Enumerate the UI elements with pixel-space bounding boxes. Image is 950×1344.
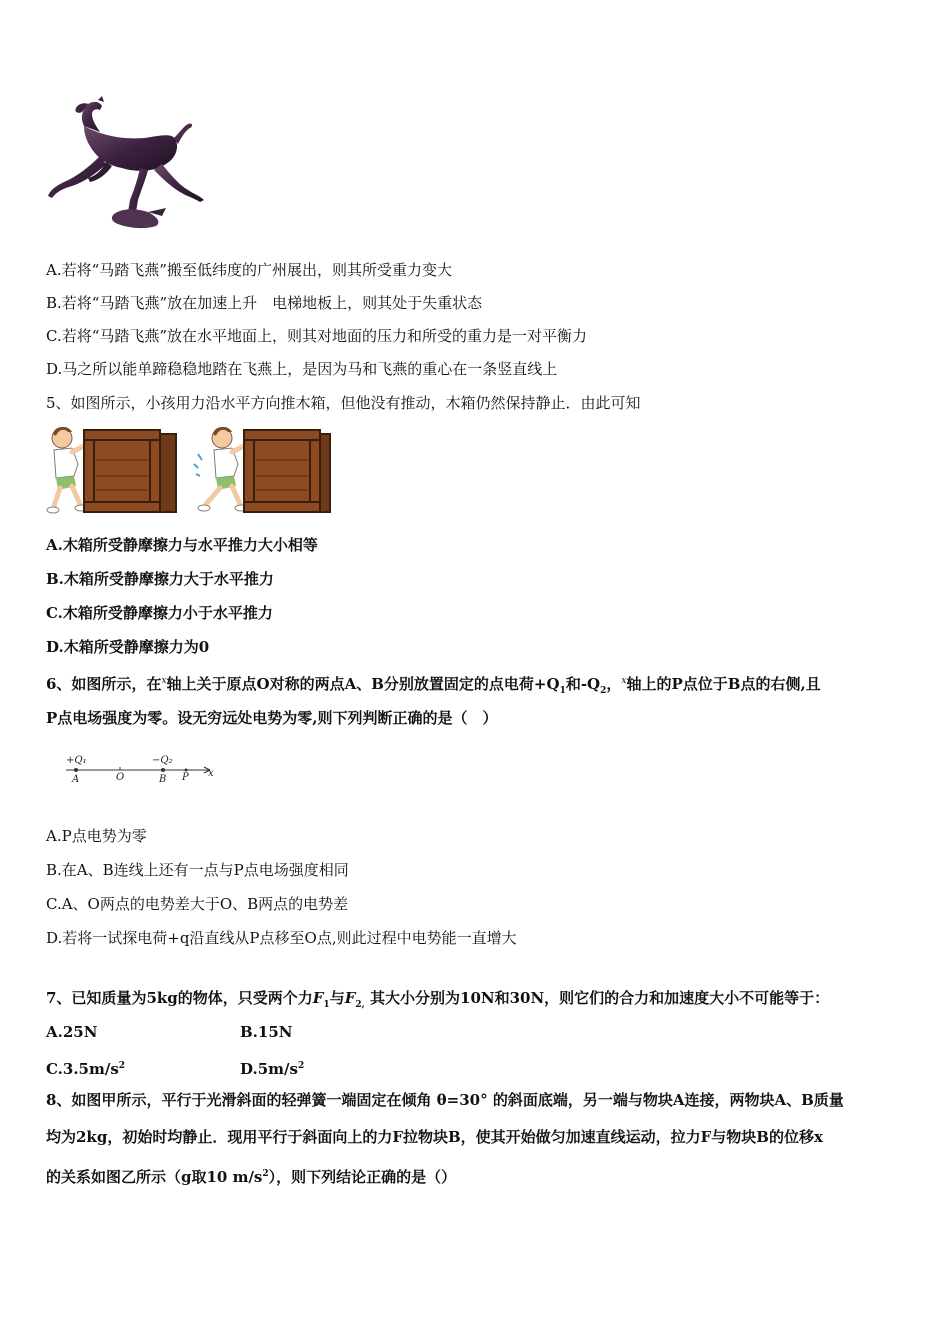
q6-option-c: C.A、O两点的电势差大于O、B两点的电势差 xyxy=(46,895,349,913)
q6-option-a: A.P点电势为零 xyxy=(46,827,147,845)
q4-option-a: A.若将“马踏飞燕”搬至低纬度的广州展出，则其所受重力变大 xyxy=(46,261,452,279)
q4-option-d: D.马之所以能单蹄稳稳地踏在飞燕上，是因为马和飞燕的重心在一条竖直线上 xyxy=(46,360,558,378)
q7-option-a: A.25N xyxy=(46,1023,98,1041)
charge-axis-diagram xyxy=(60,748,230,788)
point-label-o: O xyxy=(116,772,125,783)
horse-statue-image xyxy=(44,96,206,234)
q7-stem: 7、已知质量为5kg的物体，只受两个力$F_1$与$F_{2,}$ 其大小分别为10N和30N，则它们的合力和加速度大小不可能等于： xyxy=(46,989,830,1010)
charge-label-2: −Q₂ xyxy=(152,755,173,766)
q5-option-b: B.木箱所受静摩擦力大于水平推力 xyxy=(46,570,274,588)
q5-option-d: D.木箱所受静摩擦力为0 xyxy=(46,638,210,656)
point-label-a: A xyxy=(72,774,80,785)
q7-option-c: $C.3.5m/s^2$ xyxy=(46,1060,126,1078)
q6-stem-line2: P点电场强度为零。设无穷远处电势为零,则下列判断正确的是（ ） xyxy=(46,709,498,727)
q7-option-b: B.15N xyxy=(240,1023,293,1041)
point-label-p: P xyxy=(182,772,189,783)
child-pushing-box-image xyxy=(46,424,332,518)
q6-option-d: D.若将一试探电荷+q沿直线从P点移至O点,则此过程中电势能一直增大 xyxy=(46,929,517,947)
wooden-box-2 xyxy=(244,430,330,512)
q7-option-d: $D.5m/s^2$ xyxy=(240,1060,305,1078)
q6-option-b: B.在A、B连线上还有一点与P点电场强度相同 xyxy=(46,861,349,879)
q8-stem-line1: 8、如图甲所示，平行于光滑斜面的轻弹簧一端固定在倾角 θ=30° 的斜面底端，另一端与物块A连接，两物块A、B质量 xyxy=(46,1091,844,1109)
q8-stem-line2: 均为2kg，初始时均静止．现用平行于斜面向上的力F拉物块B，使其开始做匀加速直线运动，拉力F与物块B的位移x xyxy=(46,1128,823,1146)
q5-option-a: A.木箱所受静摩擦力与水平推力大小相等 xyxy=(46,536,318,554)
point-label-b: B xyxy=(159,774,167,785)
q4-option-b: B.若将“马踏飞燕”放在加速上升 电梯地板上，则其处于失重状态 xyxy=(46,294,483,312)
child-figure-1 xyxy=(47,427,87,513)
q5-option-c: C.木箱所受静摩擦力小于水平推力 xyxy=(46,604,273,622)
q8-stem-line3: 的关系如图乙所示（g取10 $m/s^2$），则下列结论正确的是（） xyxy=(46,1168,457,1186)
charge-label-1: +Q₁ xyxy=(66,755,87,766)
axis-label-x: x xyxy=(208,768,214,779)
wooden-box-1 xyxy=(84,430,176,512)
q6-stem-line1: 6、如图所示，在$^x$轴上关于原点O对称的两点A、B分别放置固定的点电荷$+Q_1$和$-Q_2$，$^x$轴上的P点位于B点的右侧,且 xyxy=(46,675,821,696)
q4-option-c: C.若将“马踏飞燕”放在水平地面上，则其对地面的压力和所受的重力是一对平衡力 xyxy=(46,327,588,345)
child-figure-2 xyxy=(194,427,247,511)
q5-stem: 5、如图所示，小孩用力沿水平方向推木箱，但他没有推动，木箱仍然保持静止．由此可知 xyxy=(46,394,641,412)
